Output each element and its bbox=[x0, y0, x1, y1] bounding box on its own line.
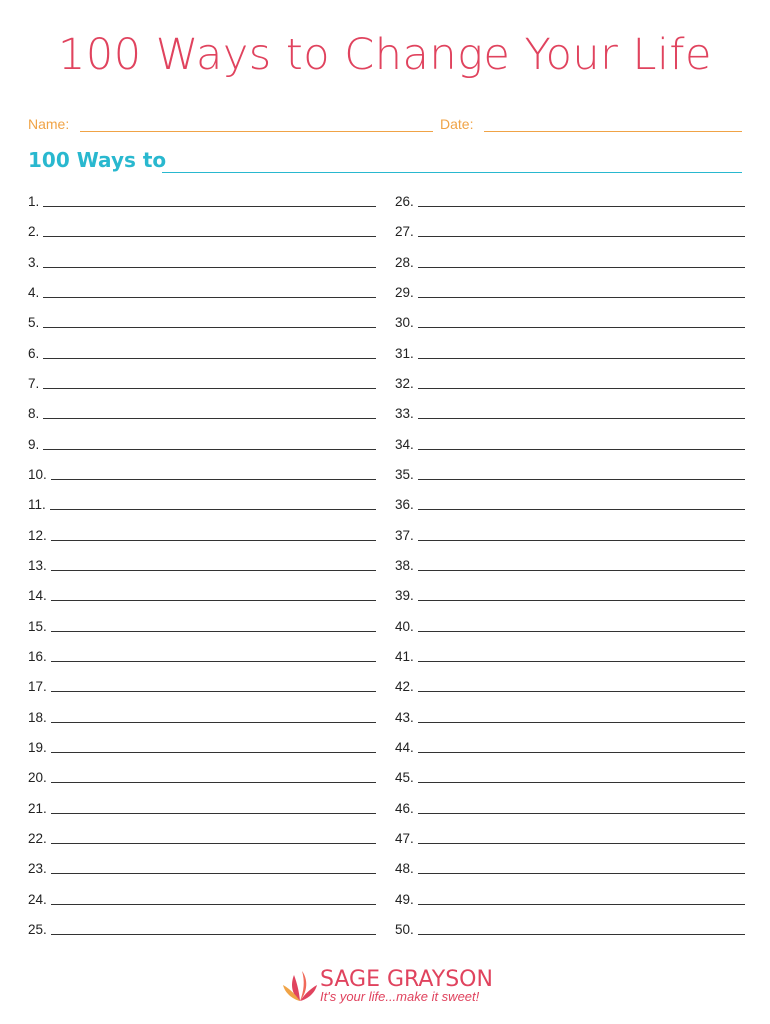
list-item-number: 1. bbox=[28, 194, 40, 209]
list-item[interactable] bbox=[395, 186, 745, 210]
name-label: Name: bbox=[28, 116, 70, 132]
list-item[interactable] bbox=[395, 762, 745, 786]
list-item-number: 35. bbox=[395, 466, 414, 482]
list-item[interactable] bbox=[28, 398, 376, 422]
list-item-line[interactable] bbox=[418, 934, 745, 935]
list-item-line[interactable] bbox=[418, 327, 745, 328]
list-item[interactable] bbox=[395, 550, 745, 574]
list-item-line[interactable] bbox=[51, 722, 376, 723]
list-item-line[interactable] bbox=[418, 388, 745, 389]
list-item[interactable] bbox=[395, 368, 745, 392]
list-item-line[interactable] bbox=[418, 540, 745, 541]
list-item-number: 48. bbox=[395, 861, 414, 877]
list-item-line[interactable] bbox=[418, 691, 745, 692]
list-item[interactable] bbox=[395, 914, 745, 938]
list-item[interactable] bbox=[28, 914, 376, 938]
list-item-number: 47. bbox=[395, 830, 414, 846]
list-item-line[interactable] bbox=[418, 600, 745, 601]
list-item-line[interactable] bbox=[51, 843, 376, 844]
list-item[interactable] bbox=[395, 580, 745, 604]
list-item-number: 44. bbox=[395, 739, 414, 755]
list-item-line[interactable] bbox=[418, 570, 745, 571]
list-item-number: 14. bbox=[28, 588, 47, 604]
list-item-line[interactable] bbox=[43, 358, 376, 359]
list-item-number: 45. bbox=[395, 770, 414, 786]
list-item-number: 12. bbox=[28, 527, 47, 543]
list-item-line[interactable] bbox=[418, 873, 745, 874]
list-item-line[interactable] bbox=[51, 752, 376, 753]
list-item-line[interactable] bbox=[43, 327, 376, 328]
list-item-line[interactable] bbox=[51, 600, 376, 601]
list-item-number: 17. bbox=[28, 679, 47, 695]
list-item-number: 33. bbox=[395, 406, 414, 422]
list-item[interactable] bbox=[28, 671, 376, 695]
list-item-number: 19. bbox=[28, 739, 47, 755]
list-item-line[interactable] bbox=[418, 297, 745, 298]
list-item[interactable] bbox=[28, 793, 376, 817]
list-item-line[interactable] bbox=[418, 449, 745, 450]
list-item[interactable] bbox=[395, 793, 745, 817]
list-item[interactable] bbox=[28, 186, 376, 210]
list-item[interactable] bbox=[395, 338, 745, 362]
list-item[interactable] bbox=[395, 520, 745, 544]
list-item[interactable] bbox=[395, 853, 745, 877]
list-item[interactable] bbox=[28, 884, 376, 908]
list-item[interactable] bbox=[28, 247, 376, 271]
list-item-line[interactable] bbox=[418, 236, 745, 237]
list-item[interactable] bbox=[28, 368, 376, 392]
list-item-line[interactable] bbox=[51, 570, 376, 571]
list-item-number: 26. bbox=[395, 194, 414, 209]
list-item-line[interactable] bbox=[43, 418, 376, 419]
date-line bbox=[484, 131, 742, 132]
list-item-number: 6. bbox=[28, 345, 40, 361]
list-item-line[interactable] bbox=[43, 236, 376, 237]
list-item[interactable] bbox=[28, 429, 376, 453]
list-item-line[interactable] bbox=[418, 206, 745, 207]
list-item-number: 38. bbox=[395, 557, 414, 573]
list-item-number: 49. bbox=[395, 891, 414, 907]
list-item-number: 7. bbox=[28, 375, 40, 391]
list-item-number: 36. bbox=[395, 497, 414, 513]
list-item-line[interactable] bbox=[51, 813, 376, 814]
list-item-line[interactable] bbox=[43, 449, 376, 450]
list-item-line[interactable] bbox=[418, 631, 745, 632]
list-item[interactable] bbox=[395, 611, 745, 635]
ways-heading-line bbox=[162, 172, 742, 173]
list-item[interactable] bbox=[395, 459, 745, 483]
list-item-number: 10. bbox=[28, 466, 47, 482]
list-item-number: 11. bbox=[28, 497, 46, 513]
list-item[interactable] bbox=[28, 762, 376, 786]
list-item[interactable] bbox=[395, 307, 745, 331]
lotus-flower-icon bbox=[282, 967, 318, 1005]
date-label: Date: bbox=[440, 116, 474, 132]
list-item[interactable] bbox=[28, 338, 376, 362]
list-item[interactable] bbox=[395, 277, 745, 301]
list-item[interactable] bbox=[395, 732, 745, 756]
list-item-number: 29. bbox=[395, 284, 414, 300]
list-item-line[interactable] bbox=[418, 752, 745, 753]
list-item[interactable] bbox=[28, 307, 376, 331]
list-item[interactable] bbox=[28, 550, 376, 574]
list-item-number: 16. bbox=[28, 648, 47, 664]
brand-logo bbox=[282, 965, 492, 1010]
list-item[interactable] bbox=[395, 884, 745, 908]
list-item[interactable] bbox=[28, 277, 376, 301]
list-item-number: 40. bbox=[395, 618, 414, 634]
list-item-number: 22. bbox=[28, 830, 47, 846]
list-item-number: 23. bbox=[28, 861, 47, 877]
list-item-number: 28. bbox=[395, 254, 414, 270]
list-item[interactable] bbox=[28, 732, 376, 756]
list-item-number: 43. bbox=[395, 709, 414, 725]
list-item[interactable] bbox=[395, 398, 745, 422]
list-item-line[interactable] bbox=[51, 631, 376, 632]
name-line bbox=[80, 131, 433, 132]
list-item-line[interactable] bbox=[51, 540, 376, 541]
list-item[interactable] bbox=[28, 489, 376, 513]
list-item-number: 46. bbox=[395, 800, 414, 816]
list-item-line[interactable] bbox=[418, 479, 745, 480]
list-item-line[interactable] bbox=[418, 661, 745, 662]
list-item-number: 39. bbox=[395, 588, 414, 604]
list-item-number: 32. bbox=[395, 375, 414, 391]
list-item[interactable] bbox=[28, 641, 376, 665]
list-item-number: 2. bbox=[28, 224, 40, 240]
list-item-number: 9. bbox=[28, 436, 40, 452]
brand-name: SAGE GRAYSON bbox=[320, 967, 493, 992]
list-item-line[interactable] bbox=[50, 509, 376, 510]
list-item-number: 4. bbox=[28, 284, 40, 300]
list-item-number: 30. bbox=[395, 315, 414, 331]
list-item[interactable] bbox=[395, 247, 745, 271]
list-item[interactable] bbox=[28, 580, 376, 604]
list-item-number: 27. bbox=[395, 224, 414, 240]
list-item-line[interactable] bbox=[43, 297, 376, 298]
list-item[interactable] bbox=[395, 702, 745, 726]
list-item-line[interactable] bbox=[51, 873, 376, 874]
list-item-number: 15. bbox=[28, 618, 47, 634]
list-item-line[interactable] bbox=[418, 358, 745, 359]
list-item-line[interactable] bbox=[51, 934, 376, 935]
list-item[interactable] bbox=[395, 216, 745, 240]
list-item-number: 25. bbox=[28, 921, 47, 937]
list-item[interactable] bbox=[28, 459, 376, 483]
list-item-number: 21. bbox=[28, 800, 47, 816]
list-item[interactable] bbox=[395, 823, 745, 847]
list-item-number: 18. bbox=[28, 709, 47, 725]
list-item-number: 31. bbox=[395, 345, 414, 361]
list-item-line[interactable] bbox=[51, 782, 376, 783]
list-item[interactable] bbox=[28, 853, 376, 877]
list-item-line[interactable] bbox=[51, 691, 376, 692]
list-item-number: 13. bbox=[28, 557, 47, 573]
list-item-line[interactable] bbox=[51, 479, 376, 480]
list-item-line[interactable] bbox=[43, 206, 376, 207]
list-item-line[interactable] bbox=[418, 843, 745, 844]
list-item-number: 3. bbox=[28, 254, 40, 270]
page-title: 100 Ways to Change Your Life bbox=[58, 30, 712, 80]
list-item[interactable] bbox=[28, 611, 376, 635]
list-item[interactable] bbox=[28, 702, 376, 726]
list-item-number: 20. bbox=[28, 770, 47, 786]
list-item-number: 42. bbox=[395, 679, 414, 695]
list-item-line[interactable] bbox=[418, 782, 745, 783]
list-item[interactable] bbox=[395, 429, 745, 453]
list-item-number: 24. bbox=[28, 891, 47, 907]
list-item-number: 5. bbox=[28, 315, 40, 331]
list-item-line[interactable] bbox=[418, 722, 745, 723]
list-item-line[interactable] bbox=[418, 904, 745, 905]
brand-tagline: It's your life...make it sweet! bbox=[320, 989, 480, 1004]
list-item-number: 50. bbox=[395, 921, 414, 937]
list-item[interactable] bbox=[395, 641, 745, 665]
list-item-line[interactable] bbox=[51, 661, 376, 662]
list-item[interactable] bbox=[28, 216, 376, 240]
list-item-number: 34. bbox=[395, 436, 414, 452]
list-item-number: 41. bbox=[395, 648, 414, 664]
list-item[interactable] bbox=[395, 489, 745, 513]
list-item-line[interactable] bbox=[418, 418, 745, 419]
list-item[interactable] bbox=[28, 823, 376, 847]
list-item-line[interactable] bbox=[418, 509, 745, 510]
list-item-line[interactable] bbox=[418, 813, 745, 814]
list-item-line[interactable] bbox=[43, 388, 376, 389]
list-item[interactable] bbox=[28, 520, 376, 544]
list-item-number: 37. bbox=[395, 527, 414, 543]
ways-heading: 100 Ways to bbox=[28, 148, 167, 172]
list-item-line[interactable] bbox=[51, 904, 376, 905]
list-item[interactable] bbox=[395, 671, 745, 695]
list-item-number: 8. bbox=[28, 406, 40, 422]
list-item-line[interactable] bbox=[418, 267, 745, 268]
list-item-line[interactable] bbox=[43, 267, 376, 268]
